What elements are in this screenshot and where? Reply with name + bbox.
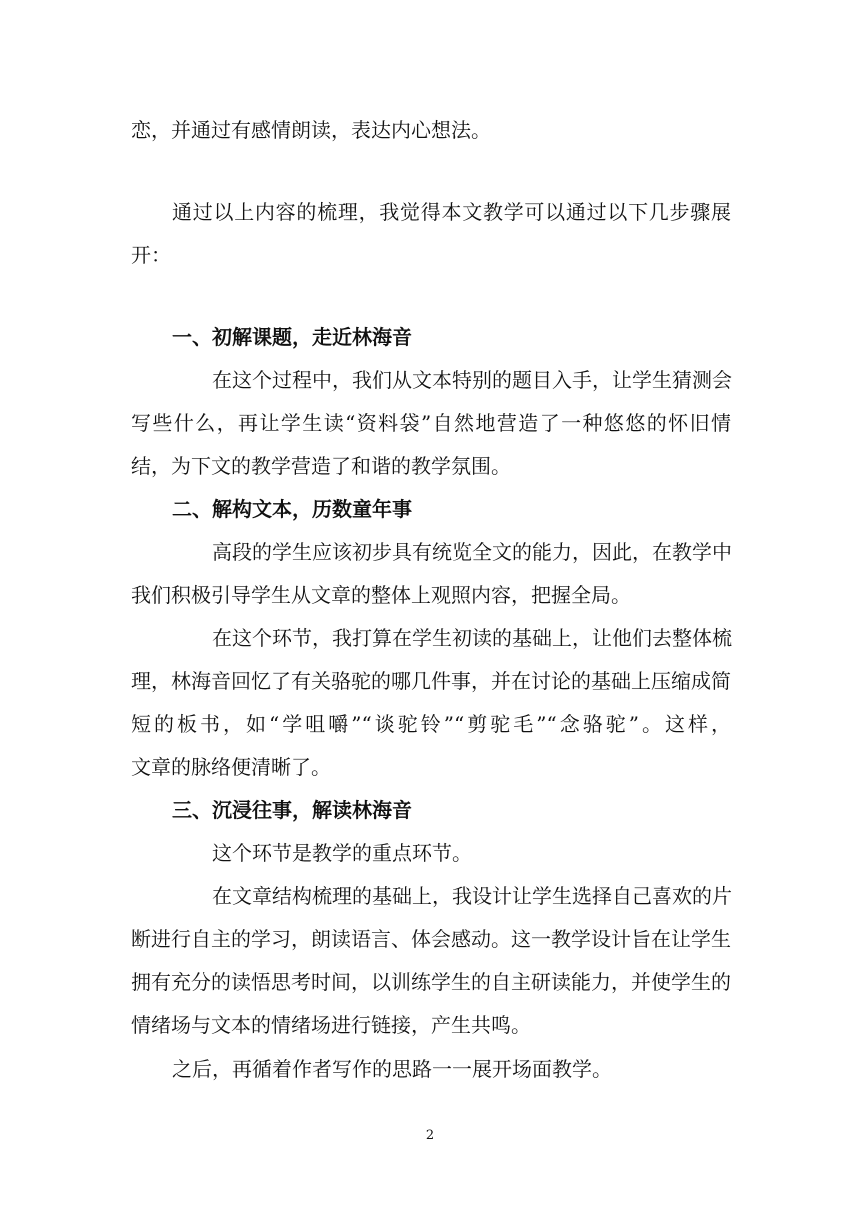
section-1-line-2: 写些什么，再让学生读“资料袋”自然地营造了一种悠悠的怀旧情 bbox=[131, 411, 731, 435]
section-2-line-1: 高段的学生应该初步具有统览全文的能力，因此，在教学中 bbox=[212, 540, 732, 564]
section-2-line-2: 我们积极引导学生从文章的整体上观照内容，把握全局。 bbox=[131, 583, 631, 607]
section-2-line-6: 文章的脉络便清晰了。 bbox=[131, 755, 331, 779]
section-heading-3: 三、沉浸往事，解读林海音 bbox=[172, 798, 412, 822]
paragraph-continuation: 恋，并通过有感情朗读，表达内心想法。 bbox=[131, 118, 491, 142]
section-3-line-1: 这个环节是教学的重点环节。 bbox=[212, 841, 472, 865]
paragraph-intro-line-2: 开： bbox=[131, 243, 171, 267]
section-1-line-1: 在这个过程中，我们从文本特别的题目入手，让学生猜测会 bbox=[212, 368, 732, 392]
paragraph-intro-line-1: 通过以上内容的梳理，我觉得本文教学可以通过以下几步骤展 bbox=[172, 200, 731, 224]
section-3-line-2: 在文章结构梳理的基础上，我设计让学生选择自己喜欢的片 bbox=[212, 884, 732, 908]
section-3-line-5: 情绪场与文本的情绪场进行链接，产生共鸣。 bbox=[131, 1013, 531, 1037]
section-heading-1: 一、初解课题，走近林海音 bbox=[172, 325, 412, 349]
closing-line: 之后，再循着作者写作的思路一一展开场面教学。 bbox=[172, 1057, 612, 1081]
section-2-line-4: 理，林海音回忆了有关骆驼的哪几件事，并在讨论的基础上压缩成简 bbox=[131, 669, 731, 693]
section-2-line-3: 在这个环节，我打算在学生初读的基础上，让他们去整体梳 bbox=[212, 626, 732, 650]
page-number: 2 bbox=[425, 1128, 435, 1143]
section-2-line-5: 短的板书，如“学咀嚼”“谈驼铃”“剪驼毛”“念骆驼”。这样， bbox=[131, 712, 731, 736]
section-3-line-4: 拥有充分的读悟思考时间，以训练学生的自主研读能力，并使学生的 bbox=[131, 970, 731, 994]
section-1-line-3: 结，为下文的教学营造了和谐的教学氛围。 bbox=[131, 454, 511, 478]
section-heading-2: 二、解构文本，历数童年事 bbox=[172, 497, 412, 521]
section-3-line-3: 断进行自主的学习，朗读语言、体会感动。这一教学设计旨在让学生 bbox=[131, 927, 731, 951]
